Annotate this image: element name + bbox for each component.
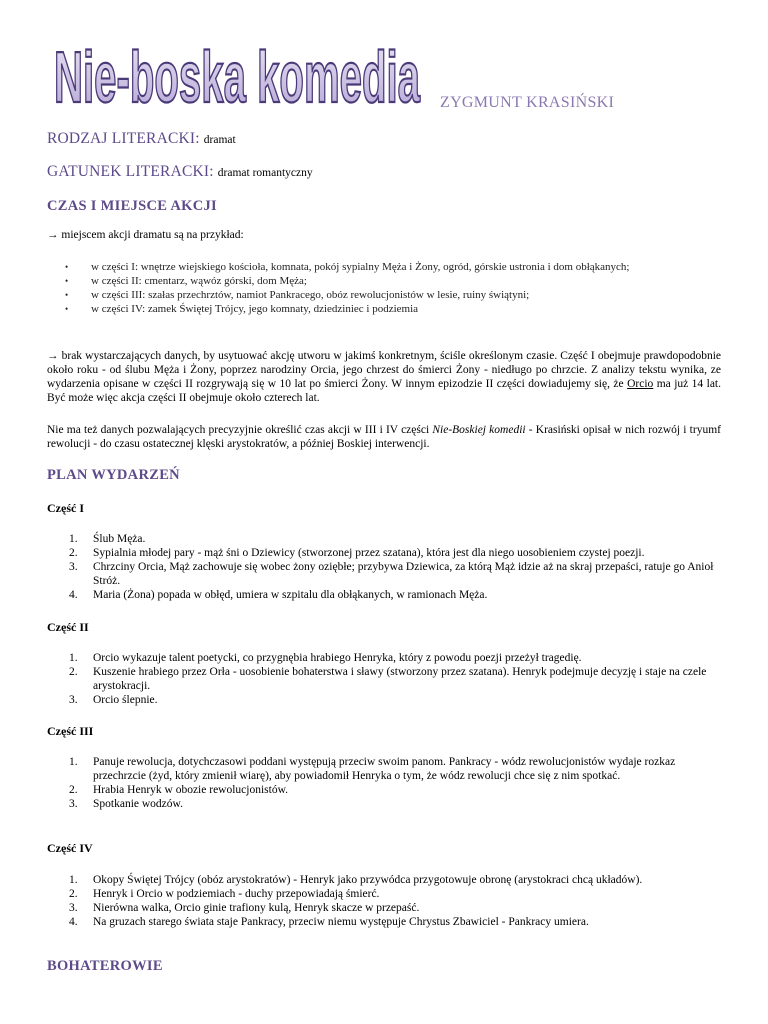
orcio-link[interactable]: Orcio [627,378,654,390]
list-item: • w części I: wnętrze wiejskiego kościoła, komnata, pokój sypialny Męża i Żony, ogród, górskie ustronia i dom obłąkanych; [65,261,630,273]
list-item: 2. Kuszenie hrabiego przez Orła - uosobienie bohaterstwa i sławy (stworzony przez szatana). Henryk podejmuje decyzję i staje na czele arystokracji. [69,666,707,692]
list-item: 2. Sypialnia młodej pary - mąż śni o Dziewicy (stworzonej przez szatana), która jest dla niego uosobieniem czystej poezji. [69,547,645,559]
bullet-icon: • [65,304,69,314]
list-item: 3. Nierówna walka, Orcio ginie trafiony kulą, Henryk skacze w przepaść. [69,902,420,914]
part-4-label: Część IV [47,841,93,855]
bullet-icon: • [65,262,69,272]
part-4-list [47,873,717,929]
bullet-icon: • [65,290,69,300]
miejsce-list [47,260,721,316]
part-1-label: Część I [47,501,84,515]
list-item: 3. Chrzciny Orcia, Mąż zachowuje się wobec żony oziębłe; przybywa Dziewica, za którą Mąż idzie aż na skraj przepaści, ratuje go Anioł Stróż. [69,561,714,587]
document-title [50,30,430,114]
list-item: 3. Orcio ślepnie. [69,694,158,706]
rodzaj-value: dramat [203,134,236,146]
czas-paragraph-1: → brak wystarczających danych, by usytuować akcję utworu w jakimś konkretnym, ściśle określonym czasie. Część I obejmuje prawdopodobnie około roku - od ślubu Męża i Żony, poprzez narodziny Orcia, jego chrzest do śmierci Żony - niedługo po chrzcie. Z analizy tekstu wynika, ze wydarzenia opisane w części II rozgrywają się w 10 lat po śmierci Żony. W innym epizodzie II części dowiadujemy się, że Orcio ma już 14 lat. Być może więc akcja części II obejmuje około czterech lat. [47,350,722,404]
rodzaj-field [47,130,236,148]
plan-heading: PLAN WYDARZEŃ [47,467,180,483]
bullet-icon: • [65,276,69,286]
bohaterowie-heading: BOHATEROWIE [47,958,163,974]
arrow-icon: → [47,350,59,362]
arrow-icon: → [47,229,59,241]
part-3-label: Część III [47,724,94,738]
title-wordart [50,30,430,114]
list-item: • w części III: szałas przechrztów, namiot Pankracego, obóz rewolucjonistów w lesie, ruiny świątyni; [65,289,530,301]
author-name: ZYGMUNT KRASIŃSKI [440,94,615,111]
miejsce-intro [47,228,721,242]
part-2-list [47,651,717,707]
list-item: 3. Spotkanie wodzów. [69,798,183,810]
list-item: 1. Orcio wykazuje talent poetycki, co przygnębia hrabiego Henryka, który z powodu poezji przeżył tragedię. [69,652,582,664]
czas-paragraph-2: Nie ma też danych pozwalających precyzyjnie określić czas akcji w III i IV części Nie-Boskiej komedii - Krasiński opisał w nich rozwój i tryumf rewolucji - do czasu ostatecznej klęski arystokratów, a później Boskiej interwencji. [47,424,721,450]
title-text: Nie-boska komedia [54,38,421,114]
list-item: 1. Ślub Męża. [69,533,146,545]
list-item: 2. Hrabia Henryk w obozie rewolucjonistów. [69,784,289,796]
list-item: 4. Na gruzach starego świata staje Pankracy, przeciw niemu występuje Chrystus Zbawiciel - Pankracy umiera. [69,916,589,928]
gatunek-label: GATUNEK LITERACKI: [47,163,214,180]
miejsce-intro-text: miejscem akcji dramatu są na przykład: [61,229,244,241]
list-item: 2. Henryk i Orcio w podziemiach - duchy przepowiadają śmierć. [69,888,380,900]
list-item: 4. Maria (Żona) popada w obłęd, umiera w szpitalu dla obłąkanych, w ramionach Męża. [69,589,488,601]
rodzaj-label: RODZAJ LITERACKI: [47,130,200,147]
work-title-italic: Nie-Boskiej komedii [432,424,526,436]
list-item: • w części II: cmentarz, wąwóz górski, dom Męża; [65,275,307,287]
part-1-list [47,532,717,602]
part-3-list [47,755,717,811]
czas-heading: CZAS I MIEJSCE AKCJI [47,198,217,214]
list-item: 1. Panuje rewolucja, dotychczasowi poddani występują przeciw swoim panom. Pankracy - wódz rewolucjonistów wydaje rozkaz przechrzcie (żyd, który zmienił wiarę), aby powiadomił Henryka o tym, że wódz rewolucji chce się z nim spotkać. [69,756,676,782]
list-item: 1. Okopy Świętej Trójcy (obóz arystokratów) - Henryk jako przywódca przygotowuje obronę (arystokraci chcą układów). [69,874,643,886]
list-item: • w części IV: zamek Świętej Trójcy, jego komnaty, dziedziniec i podziemia [65,303,419,315]
gatunek-field [47,163,313,181]
part-2-label: Część II [47,620,89,634]
gatunek-value: dramat romantyczny [217,167,313,179]
